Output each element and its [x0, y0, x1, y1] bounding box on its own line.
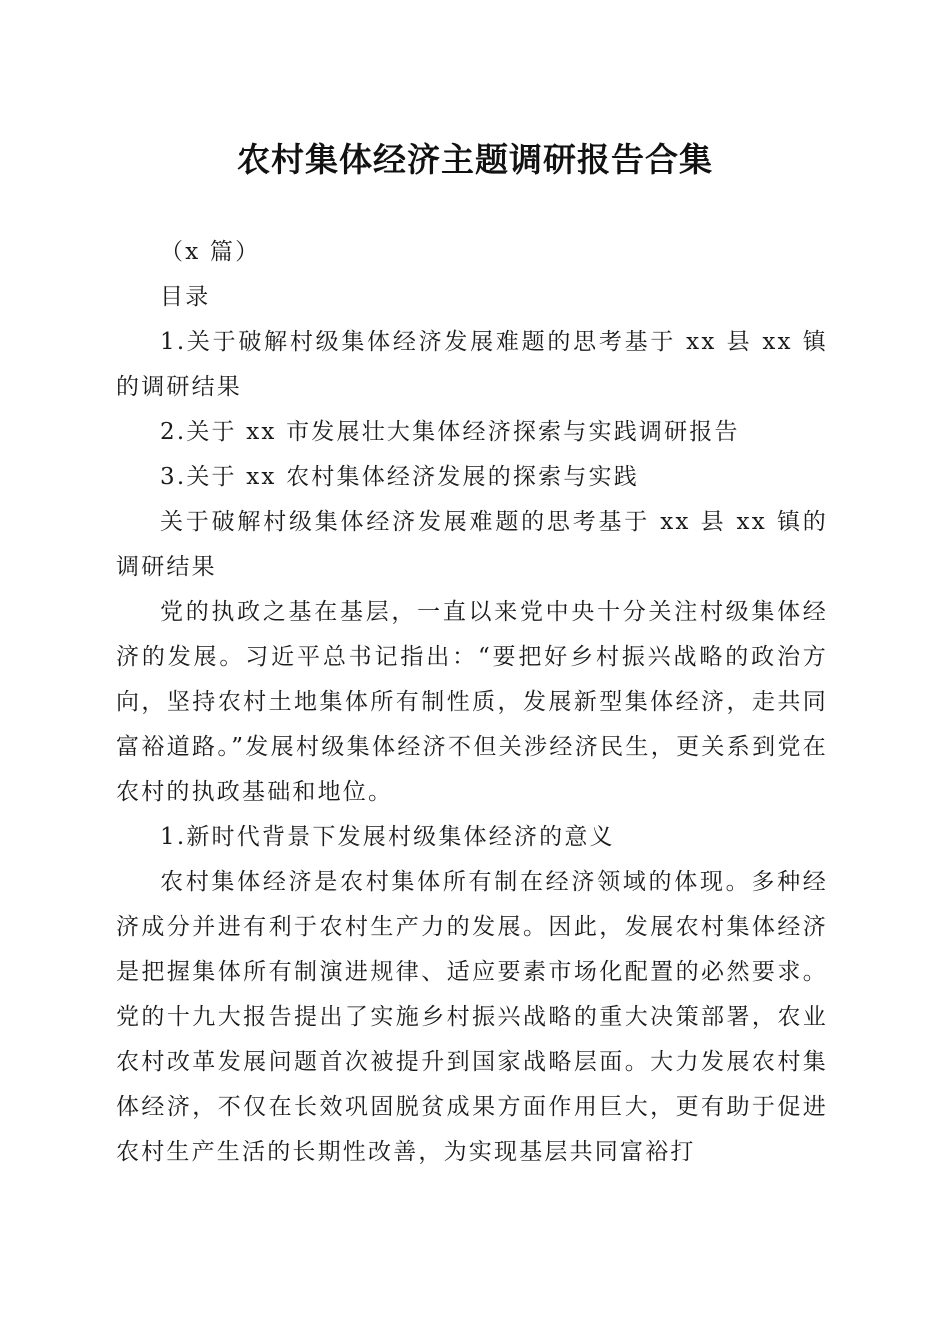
section-heading: 1.新时代背景下发展村级集体经济的意义: [160, 824, 615, 850]
toc-item-2: 2.关于 xx 市发展壮大集体经济探索与实践调研报告: [160, 419, 740, 445]
subtitle: （x 篇）: [160, 239, 261, 265]
paragraph: 党的执政之基在基层，一直以来党中央十分关注村级集体经济的发展。习近平总书记指出：“要把好乡村振兴战略的政治方向，坚持农村土地集体所有制性质，发展新型集体经济，走共同富裕道路。”发展村级集体经济不但关涉经济民生，更关系到党在农村的执政基础和地位。: [116, 599, 828, 805]
paragraph: 农村集体经济是农村集体所有制在经济领域的体现。多种经济成分并进有利于农村生产力的发展。因此，发展农村集体经济是把握集体所有制演进规律、适应要素市场化配置的必然要求。党的十九大报告提出了实施乡村振兴战略的重大决策部署，农业农村改革发展问题首次被提升到国家战略层面。大力发展农村集体经济，不仅在长效巩固脱贫成果方面作用巨大，更有助于促进农村生产生活的长期性改善，为实现基层共同富裕打: [116, 869, 828, 1165]
document-title: 农村集体经济主题调研报告合集: [237, 140, 713, 179]
document-body: [116, 230, 828, 1175]
article-title: 关于破解村级集体经济发展难题的思考基于 xx 县 xx 镇的调研结果: [116, 509, 828, 580]
toc-item-3: 3.关于 xx 农村集体经济发展的探索与实践: [160, 464, 639, 490]
toc-heading: 目录: [160, 284, 211, 310]
toc-item-1: 1.关于破解村级集体经济发展难题的思考基于 xx 县 xx 镇的调研结果: [116, 329, 828, 400]
